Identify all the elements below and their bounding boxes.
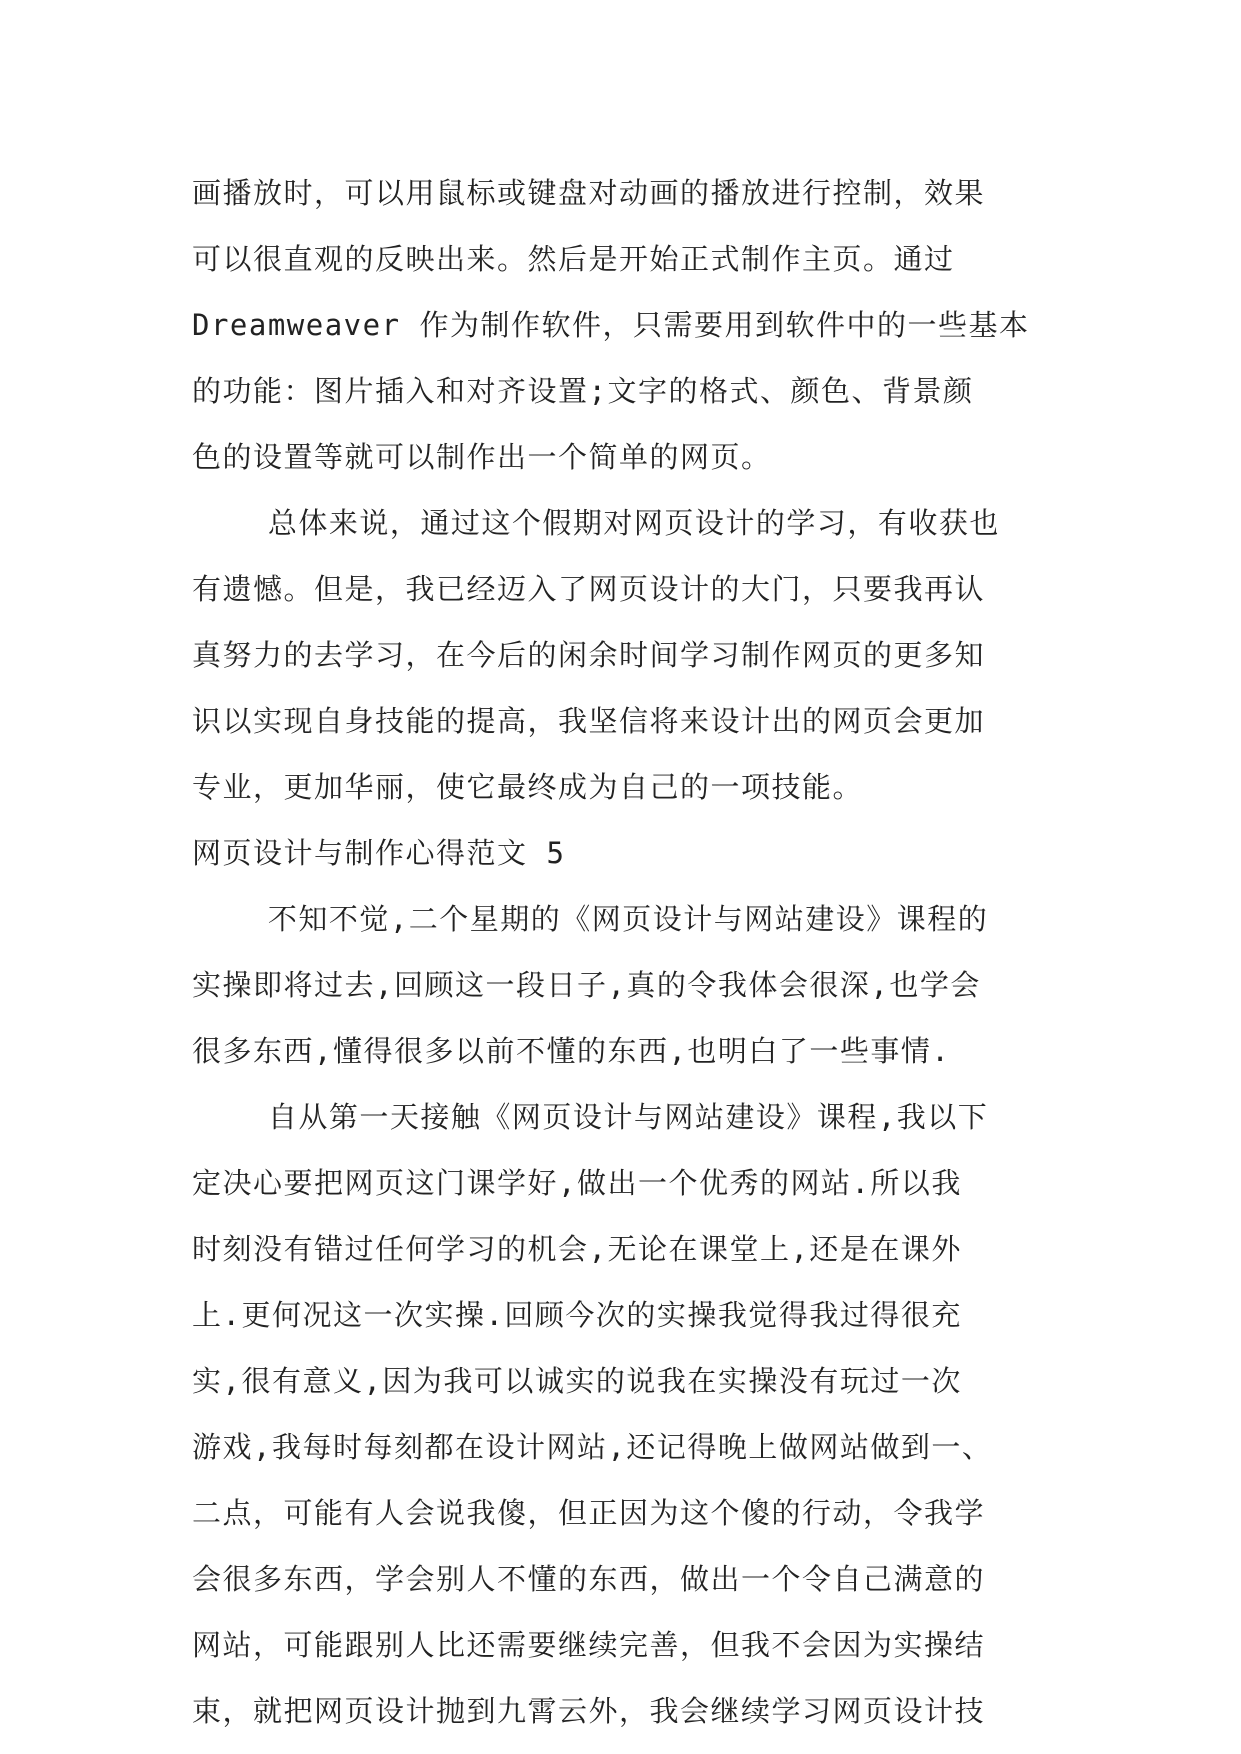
text-line: 可以很直观的反映出来。然后是开始正式制作主页。通过 (192, 242, 955, 276)
text-line: 实,很有意义,因为我可以诚实的说我在实操没有玩过一次 (192, 1364, 962, 1398)
text-line: 的功能：图片插入和对齐设置;文字的格式、颜色、背景颜 (192, 374, 974, 408)
text-line: 画播放时，可以用鼠标或键盘对动画的播放进行控制，效果 (192, 176, 986, 210)
text-line: 定决心要把网页这门课学好,做出一个优秀的网站.所以我 (192, 1166, 962, 1200)
text-line: 识以实现自身技能的提高，我坚信将来设计出的网页会更加 (192, 704, 986, 738)
text-line: 游戏,我每时每刻都在设计网站,还记得晚上做网站做到一、 (192, 1430, 993, 1464)
text-line: 束，就把网页设计抛到九霄云外，我会继续学习网页设计技 (192, 1694, 986, 1728)
text-line: 时刻没有错过任何学习的机会,无论在课堂上,还是在课外 (192, 1232, 962, 1266)
body-text (192, 160, 1072, 1744)
text-line: 会很多东西，学会别人不懂的东西，做出一个令自己满意的 (192, 1562, 986, 1596)
text-line: 自从第一天接触《网页设计与网站建设》课程,我以下 (192, 1100, 989, 1134)
text-line: 专业，更加华丽，使它最终成为自己的一项技能。 (192, 770, 864, 804)
section-heading: 网页设计与制作心得范文 5 (192, 836, 566, 870)
text-line: 很多东西,懂得很多以前不懂的东西,也明白了一些事情. (192, 1034, 951, 1068)
text-line: 真努力的去学习，在今后的闲余时间学习制作网页的更多知 (192, 638, 986, 672)
text-line: 不知不觉,二个星期的《网页设计与网站建设》课程的 (192, 902, 989, 936)
text-line: 网站，可能跟别人比还需要继续完善，但我不会因为实操结 (192, 1628, 986, 1662)
text-line: 有遗憾。但是，我已经迈入了网页设计的大门，只要我再认 (192, 572, 986, 606)
text-line: 实操即将过去,回顾这一段日子,真的令我体会很深,也学会 (192, 968, 981, 1002)
text-line: Dreamweaver 作为制作软件，只需要用到软件中的一些基本 (192, 308, 1030, 342)
text-line: 总体来说，通过这个假期对网页设计的学习，有收获也 (192, 506, 1000, 540)
text-line: 上.更何况这一次实操.回顾今次的实操我觉得我过得很充 (192, 1298, 962, 1332)
text-line: 二点，可能有人会说我傻，但正因为这个傻的行动，令我学 (192, 1496, 986, 1530)
text-line: 色的设置等就可以制作出一个简单的网页。 (192, 440, 772, 474)
